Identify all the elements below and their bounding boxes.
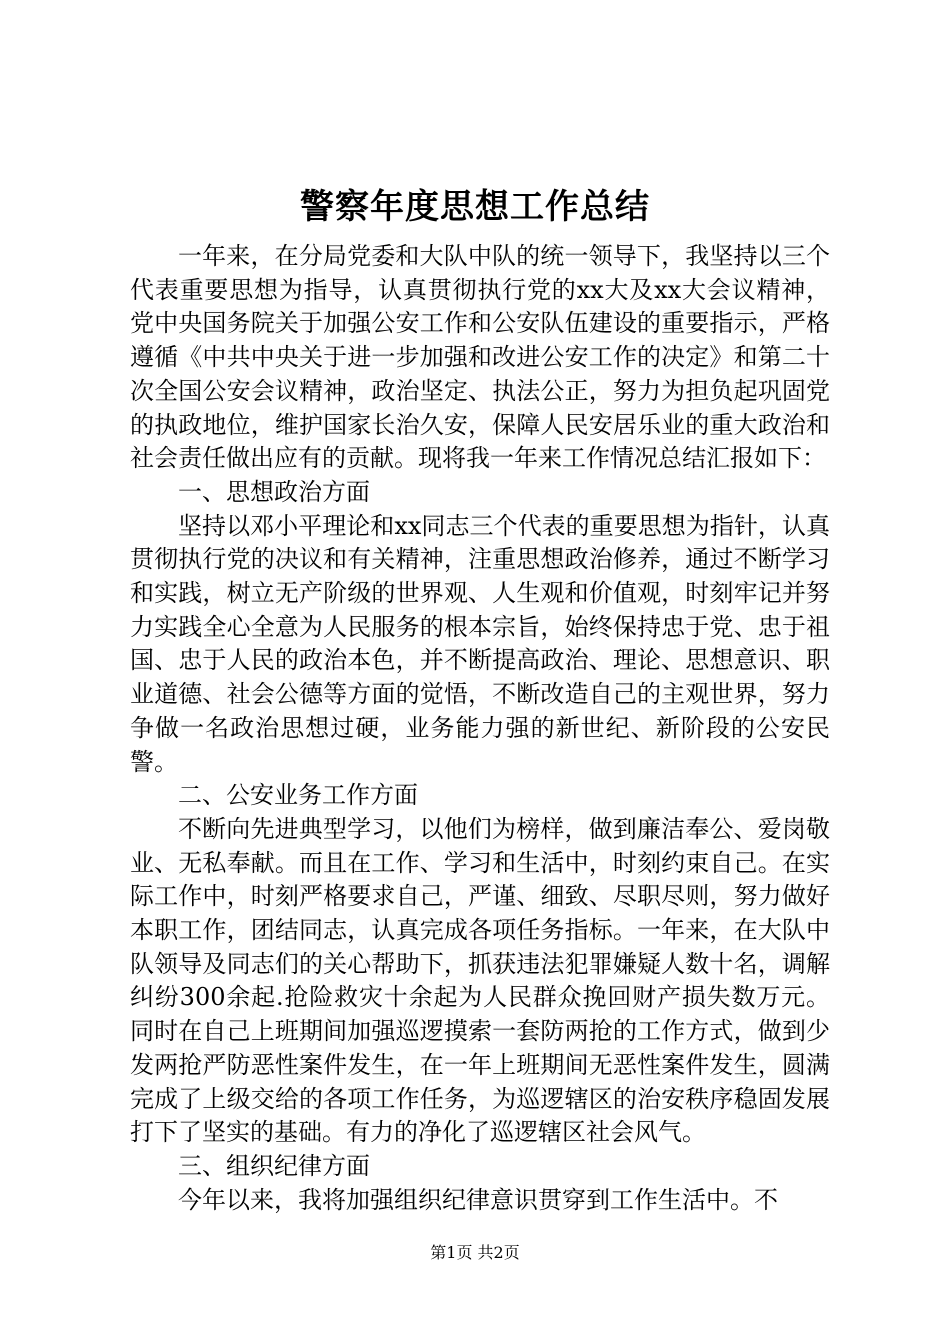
section-heading-political: 一、思想政治方面	[178, 477, 370, 506]
paragraph-business: 不断向先进典型学习，以他们为榜样，做到廉洁奉公、爱岗敬业、无私奉献。而且在工作、学习和生活中，时刻约束自己。在实际工作中，时刻严格要求自己，严谨、细致、尽职尽则，努力做好本职工作，团结同志，认真完成各项任务指标。一年来，在大队中队领导及同志们的关心帮助下，抓获违法犯罪嫌疑人数十名，调解纠纷300余起.抢险救灾十余起为人民群众挽回财产损失数万元。同时在自己上班期间加强巡逻摸索一套防两抢的工作方式，做到少发两抢严防恶性案件发生，在一年上班期间无恶性案件发生，圆满完成了上级交给的各项工作任务，为巡逻辖区的治安秩序稳固发展打下了坚实的基础。有力的净化了巡逻辖区社会风气。	[130, 814, 830, 1147]
paragraph-intro: 一年来，在分局党委和大队中队的统一领导下，我坚持以三个代表重要思想为指导，认真贯彻执行党的xx大及xx大会议精神，党中央国务院关于加强公安工作和公安队伍建设的重要指示，严格遵循《中共中央关于进一步加强和改进公安工作的决定》和第二十次全国公安会议精神，政治坚定、执法公正，努力为担负起巩固党的执政地位，维护国家长治久安，保障人民安居乐业的重大政治和社会责任做出应有的贡献。现将我一年来工作情况总结汇报如下：	[130, 242, 830, 473]
section-heading-discipline: 三、组织纪律方面	[178, 1151, 370, 1180]
paragraph-political: 坚持以邓小平理论和xx同志三个代表的重要思想为指针，认真贯彻执行党的决议和有关精神，注重思想政治修养，通过不断学习和实践，树立无产阶级的世界观、人生观和价值观，时刻牢记并努力实践全心全意为人民服务的根本宗旨，始终保持忠于党、忠于祖国、忠于人民的政治本色，并不断提高政治、理论、思想意识、职业道德、社会公德等方面的觉悟，不断改造自己的主观世界，努力争做一名政治思想过硬，业务能力强的新世纪、新阶段的公安民警。	[130, 511, 830, 776]
paragraph-discipline: 今年以来，我将加强组织纪律意识贯穿到工作生活中。不	[178, 1185, 778, 1214]
document-title: 警察年度思想工作总结	[300, 187, 650, 227]
section-heading-business: 二、公安业务工作方面	[178, 781, 418, 810]
document-body	[130, 240, 830, 1217]
page-footer: 第1页 共2页	[430, 1243, 520, 1262]
